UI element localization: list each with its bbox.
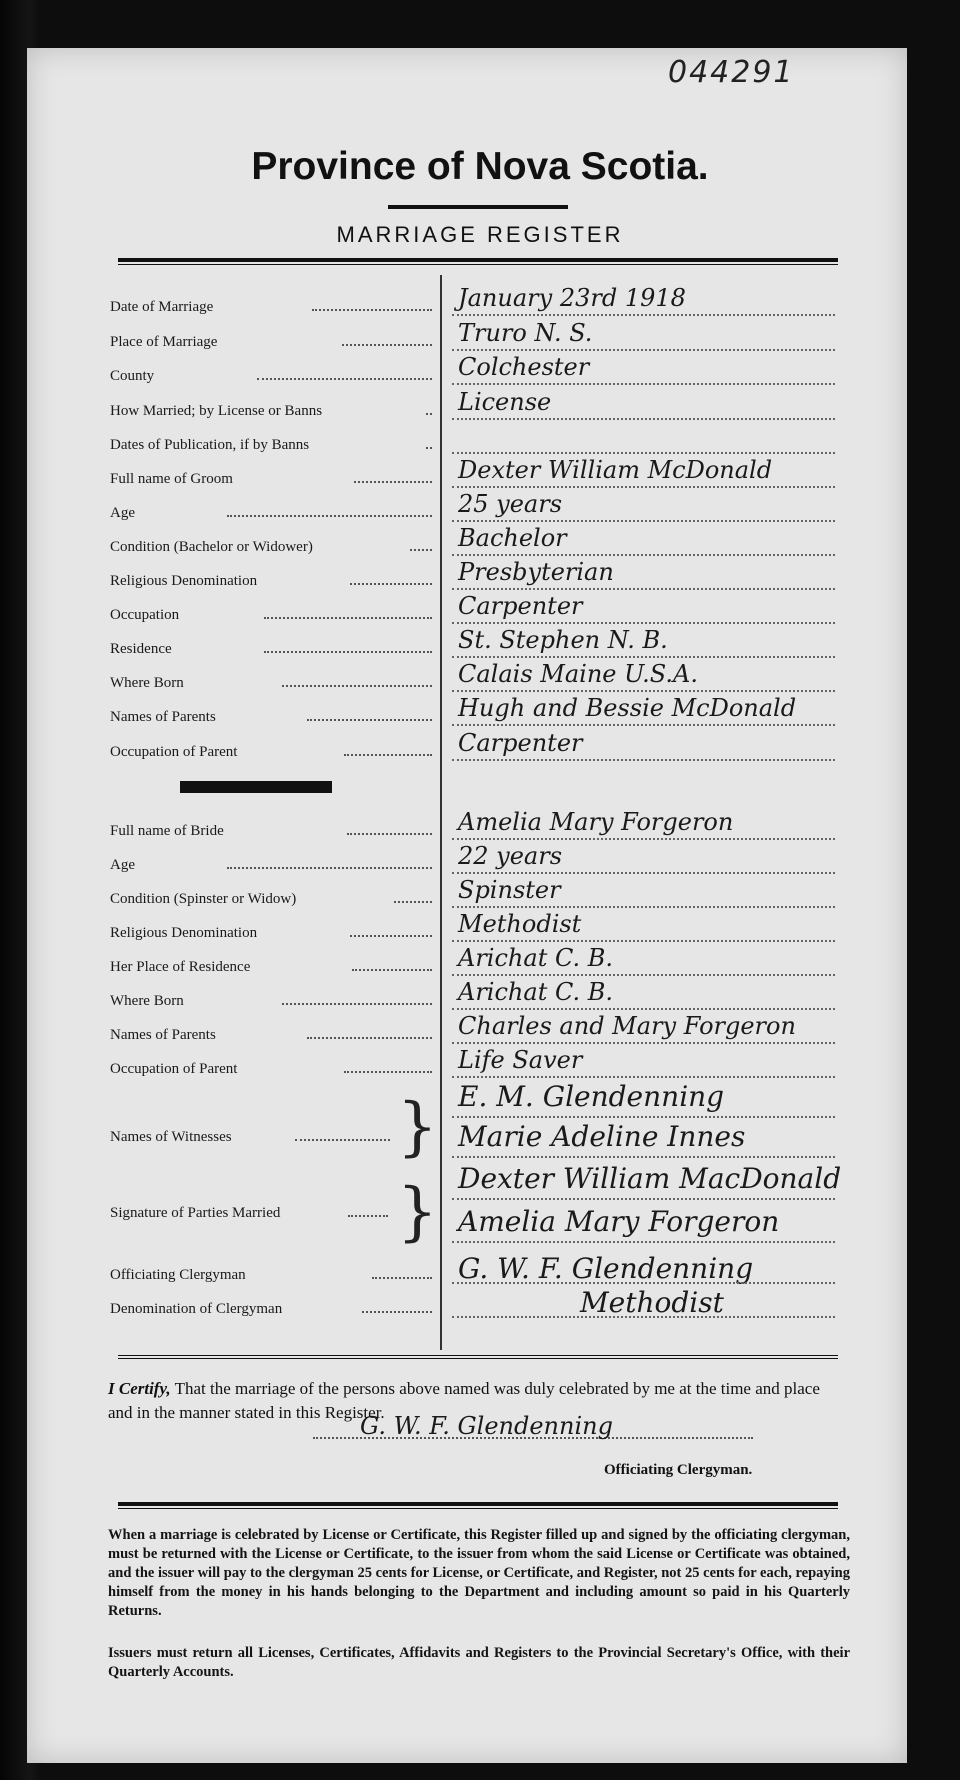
entry-line <box>452 314 835 316</box>
entry-line <box>452 622 835 624</box>
signatures-label: Signature of Parties Married <box>110 1205 281 1221</box>
field-label: Dates of Publication, if by Banns <box>110 437 310 453</box>
field-label: Residence <box>110 641 172 657</box>
field-row <box>110 327 440 351</box>
field-row <box>110 850 440 874</box>
witnesses-label: Names of Witnesses <box>110 1129 232 1145</box>
field-label: Condition (Spinster or Widow) <box>110 891 297 907</box>
field-label: Occupation of Parent <box>110 1061 238 1077</box>
leader-dots <box>350 935 432 937</box>
clergy-row <box>110 1260 440 1284</box>
field-value: Carpenter <box>458 729 583 757</box>
field-value: Amelia Mary Forgeron <box>458 808 734 836</box>
field-row <box>110 430 440 454</box>
field-label: How Married; by License or Banns <box>110 403 323 419</box>
field-label: Age <box>110 857 135 873</box>
certify-rule <box>118 1355 838 1359</box>
leader-dots <box>282 685 432 687</box>
entry-line <box>452 349 835 351</box>
leader-dots <box>342 344 432 346</box>
leader-dots <box>354 481 432 483</box>
entry-line <box>452 974 835 976</box>
field-label: Place of Marriage <box>110 334 218 350</box>
field-row <box>110 918 440 942</box>
field-value: Hugh and Bessie McDonald <box>458 694 797 722</box>
clergy-row <box>110 1294 440 1318</box>
field-label: Age <box>110 505 135 521</box>
leader-dots <box>347 833 432 835</box>
entry-line <box>452 1156 835 1158</box>
entry-line <box>452 1116 835 1118</box>
field-label: Full name of Groom <box>110 471 233 487</box>
entry-line <box>452 1316 835 1318</box>
witness-name: E. M. Glendenning <box>458 1080 725 1113</box>
leader-dots <box>350 583 432 585</box>
field-row <box>110 498 440 522</box>
stamp-number: 044291 <box>668 55 795 90</box>
leader-dots <box>394 901 432 903</box>
field-row <box>110 986 440 1010</box>
party-signature: Amelia Mary Forgeron <box>458 1205 780 1238</box>
return-instructions: When a marriage is celebrated by License or Certificate, this Register filled up and signed by the officiating clergyman, must be returned with the License or Certificate, to the issuer from whom the said License or Certificate was obtained, and the issuer will pay to the clergyman 25 cents for License, or Certificate, and Register, not 25 cents for each, repaying himself from the money in his hands belonging to the Department and including amount so paid in his Quarterly Returns. <box>108 1527 850 1619</box>
field-row <box>110 396 440 420</box>
party-signature: Dexter William MacDonald <box>458 1162 842 1195</box>
field-label: Full name of Bride <box>110 823 224 839</box>
entry-line <box>452 838 835 840</box>
field-value: Calais Maine U.S.A. <box>458 660 698 688</box>
field-row <box>110 566 440 590</box>
signatures-row <box>110 1198 440 1222</box>
field-value: St. Stephen N. B. <box>458 626 668 654</box>
field-row <box>110 532 440 556</box>
field-row <box>110 816 440 840</box>
field-row <box>110 1054 440 1078</box>
signature-brace: } <box>397 1175 438 1249</box>
leader-dots <box>362 1311 432 1313</box>
entry-line <box>452 1241 835 1243</box>
entry-line <box>452 724 835 726</box>
entry-line <box>452 554 835 556</box>
leader-dots <box>257 378 432 380</box>
field-label: Her Place of Residence <box>110 959 251 975</box>
leader-dots <box>312 309 432 311</box>
field-value: Arichat C. B. <box>458 944 613 972</box>
entry-line <box>452 486 835 488</box>
clergy-value: Methodist <box>580 1286 724 1319</box>
field-row <box>110 292 440 316</box>
witness-brace: } <box>397 1090 438 1164</box>
field-value: Life Saver <box>458 1046 583 1074</box>
field-row <box>110 668 440 692</box>
field-label: Religious Denomination <box>110 925 258 941</box>
title-rule <box>388 205 568 209</box>
leader-dots <box>372 1277 432 1279</box>
field-label: Names of Parents <box>110 1027 216 1043</box>
leader-dots <box>295 1139 390 1141</box>
leader-dots <box>282 1003 432 1005</box>
field-label: Names of Parents <box>110 709 216 725</box>
field-row <box>110 1020 440 1044</box>
entry-line <box>452 1008 835 1010</box>
entry-line <box>452 759 835 761</box>
form-subtitle: MARRIAGE REGISTER <box>336 222 624 247</box>
leader-dots <box>426 447 432 449</box>
clergy-signature-caption: Officiating Clergyman. <box>604 1462 753 1478</box>
entry-line <box>452 906 835 908</box>
leader-dots <box>307 719 432 721</box>
entry-line <box>452 418 835 420</box>
field-value: January 23rd 1918 <box>458 284 686 312</box>
bride-section-separator <box>180 781 332 793</box>
leader-dots <box>227 515 432 517</box>
field-row <box>110 634 440 658</box>
field-label: Occupation <box>110 607 180 623</box>
clergy-signature: G. W. F. Glendenning <box>360 1412 613 1440</box>
field-value: Charles and Mary Forgeron <box>458 1012 796 1040</box>
field-value: Bachelor <box>458 524 567 552</box>
field-label: Occupation of Parent <box>110 744 238 760</box>
entry-line <box>452 520 835 522</box>
field-row <box>110 952 440 976</box>
field-value: Colchester <box>458 353 590 381</box>
witness-name: Marie Adeline Innes <box>458 1120 746 1153</box>
field-value: Dexter William McDonald <box>458 456 773 484</box>
field-row <box>110 464 440 488</box>
leader-dots <box>264 617 432 619</box>
entry-line <box>452 1042 835 1044</box>
leader-dots <box>348 1215 388 1217</box>
entry-line <box>452 940 835 942</box>
page-title: Province of Nova Scotia. <box>251 145 709 188</box>
field-row <box>110 702 440 726</box>
entry-line <box>452 690 835 692</box>
leader-dots <box>352 969 432 971</box>
clergy-value: G. W. F. Glendenning <box>458 1252 754 1285</box>
column-divider <box>440 275 442 1350</box>
field-value: Presbyterian <box>458 558 614 586</box>
leader-dots <box>344 754 432 756</box>
header-rule <box>118 258 838 265</box>
entry-line <box>452 1282 835 1284</box>
field-row <box>110 737 440 761</box>
field-value: Arichat C. B. <box>458 978 613 1006</box>
field-value: Methodist <box>458 910 582 938</box>
issuer-instructions: Issuers must return all Licenses, Certificates, Affidavits and Registers to the Provincial Secretary's Office, with their Quarterly Accounts. <box>108 1645 850 1680</box>
field-value: Carpenter <box>458 592 583 620</box>
field-row <box>110 361 440 385</box>
field-label: Where Born <box>110 675 184 691</box>
entry-line <box>452 1198 835 1200</box>
certify-lead: I Certify, <box>108 1379 171 1398</box>
leader-dots <box>264 651 432 653</box>
clergy-label: Officiating Clergyman <box>110 1267 246 1283</box>
entry-line <box>452 872 835 874</box>
field-label: Condition (Bachelor or Widower) <box>110 539 313 555</box>
notice-rule <box>118 1502 838 1509</box>
leader-dots <box>307 1037 432 1039</box>
entry-line <box>452 383 835 385</box>
field-label: Date of Marriage <box>110 299 214 315</box>
field-label: Where Born <box>110 993 184 1009</box>
entry-line <box>452 1076 835 1078</box>
leader-dots <box>410 549 432 551</box>
entry-line <box>452 588 835 590</box>
field-value: License <box>458 388 552 416</box>
witnesses-row <box>110 1122 440 1146</box>
field-label: Religious Denomination <box>110 573 258 589</box>
field-row <box>110 600 440 624</box>
field-value: 22 years <box>458 842 563 870</box>
leader-dots <box>227 867 432 869</box>
entry-line <box>452 452 835 454</box>
certify-text: That the marriage of the persons above named was duly celebrated by me at the time and place and in the manner stated in this Register. <box>108 1379 820 1422</box>
field-label: County <box>110 368 155 384</box>
entry-line <box>452 656 835 658</box>
field-row <box>110 884 440 908</box>
field-value: 25 years <box>458 490 563 518</box>
leader-dots <box>344 1071 432 1073</box>
field-value: Spinster <box>458 876 561 904</box>
leader-dots <box>426 413 432 415</box>
field-value: Truro N. S. <box>458 319 593 347</box>
clergy-label: Denomination of Clergyman <box>110 1301 283 1317</box>
